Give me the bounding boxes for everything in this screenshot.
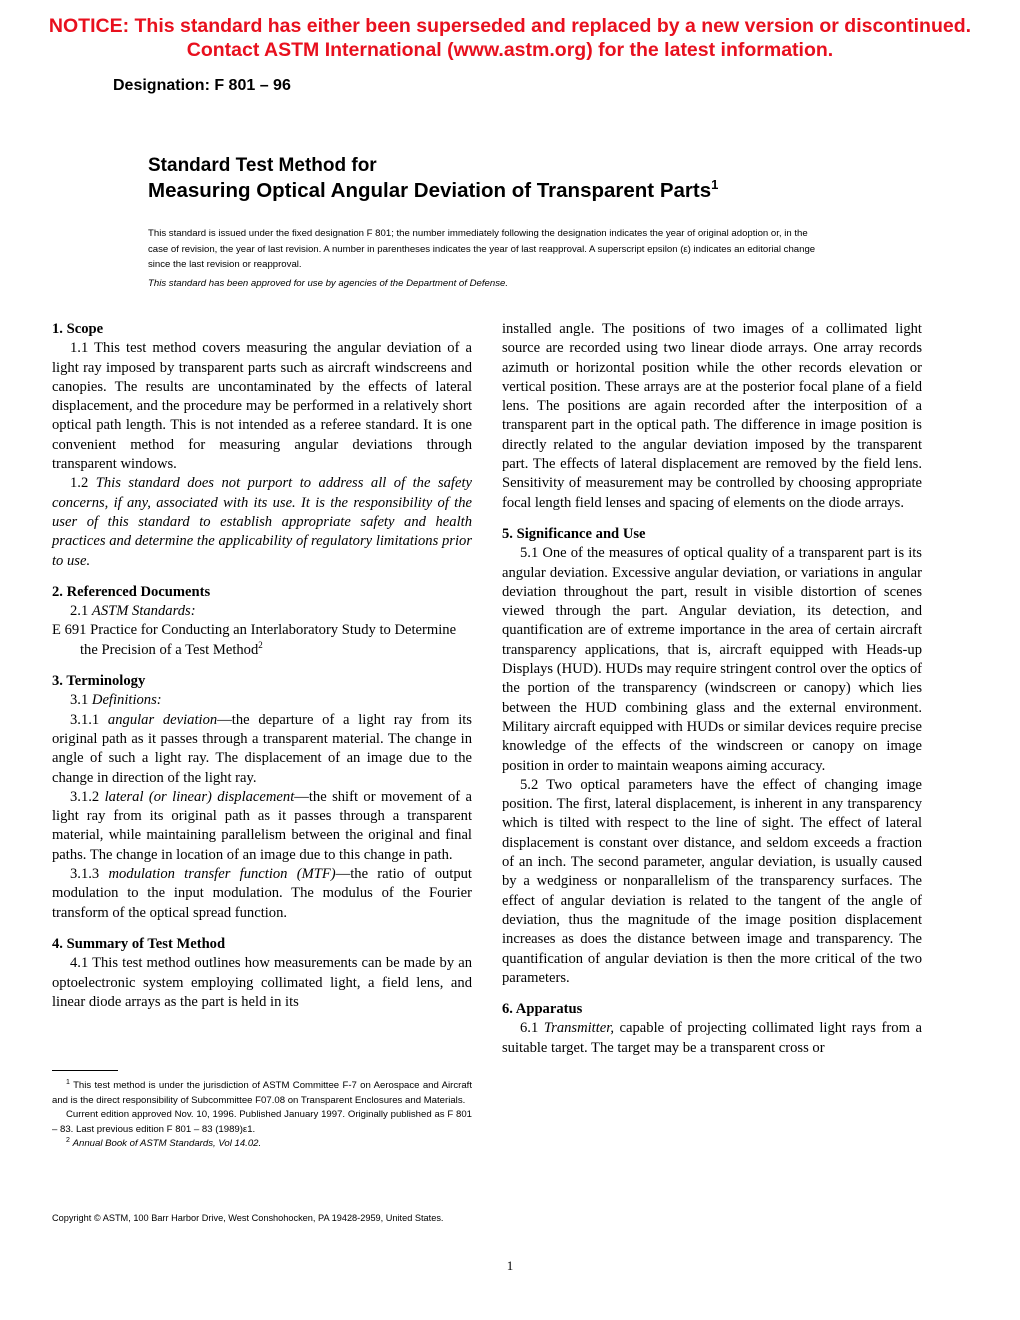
definition-2 bbox=[52, 788, 472, 865]
d3-term: modulation transfer function (MTF) bbox=[108, 866, 336, 883]
significance-heading: 5. Significance and Use bbox=[502, 525, 646, 542]
d1-num: 3.1.1 bbox=[70, 711, 100, 728]
right-column bbox=[502, 320, 922, 1058]
significance-p2: 5.2 Two optical parameters have the effect of changing image position. The first, lateral displacement, is inherent in any transparency which is tilted with respect to the line of sight. The effect of lateral displacement is constant over distance, and seldom exceeds a fraction of an inch. The second parameter, angular deviation, is usually caused by a wedginess or nonparallelism of the transparency surfaces. The effect of angular deviation is related to the tangent of the angle of deviation, thus the magnitude of the image position displacement increases as does the distance between image and transparency. The quantification of angular deviation is then the more critical of the two parameters. bbox=[502, 776, 922, 986]
referenced-e691 bbox=[52, 621, 472, 660]
footnotes bbox=[52, 1070, 472, 1152]
notice-line-2: Contact ASTM International (www.astm.org) for the latest information. bbox=[186, 39, 834, 61]
notice-line-1: NOTICE: This standard has either been superseded and replaced by a new version or discontinued. bbox=[48, 15, 972, 37]
footnote-2-text: Annual Book of ASTM Standards, Vol 14.02. bbox=[72, 1138, 262, 1149]
d2-term: lateral (or linear) displacement bbox=[104, 788, 295, 805]
d1-text: —the departure of a light ray from its original path as it passes through a transparent material. The change in angle of such a light ray. The displacement of an image due to the change in direction of the light ray. bbox=[52, 711, 472, 786]
footnote-1 bbox=[52, 1079, 472, 1108]
referenced-p1-text: ASTM Standards: bbox=[91, 603, 196, 620]
summary-p1-left: 4.1 This test method outlines how measurements can be made by an optoelectronic system employing collimated light, a field lens, and linear diode arrays as the part is held in its bbox=[52, 955, 472, 1010]
footnote-2-mark: 2 bbox=[66, 1136, 70, 1144]
notice-banner bbox=[0, 14, 1020, 62]
defs-text: Definitions: bbox=[91, 692, 162, 709]
title-line-1: Standard Test Method for bbox=[148, 155, 377, 176]
copyright: Copyright © ASTM, 100 Barr Harbor Drive, West Conshohocken, PA 19428-2959, United States. bbox=[52, 1213, 444, 1223]
summary-p1-right: installed angle. The positions of two images of a collimated light source are recorded using two linear diode arrays. One array records azimuth or horizontal position while the other records elevation or vertical position. These arrays are at the posterior focal plane of a field lens. The positions are again recorded after the interposition of a transparent part in the optical path. The difference in image position is directly related to the angular deviation imposed by the transparent part. The effects of lateral displacement are removed by the field lens. Sensitivity of measurement may be controlled by choosing appropriate focal length field lenses and spacing of elements on the diode arrays. bbox=[502, 321, 922, 511]
intro-block bbox=[148, 226, 828, 291]
e691-text: E 691 Practice for Conducting an Interlaboratory Study to Determine the Precision of a Test Method bbox=[52, 622, 457, 658]
footnote-2 bbox=[52, 1137, 472, 1152]
referenced-p1 bbox=[52, 602, 472, 621]
d2-num: 3.1.2 bbox=[70, 788, 100, 805]
apparatus-heading: 6. Apparatus bbox=[502, 1001, 583, 1018]
title-line-2 bbox=[148, 178, 718, 203]
e691-mark: 2 bbox=[258, 639, 263, 650]
footnote-rule bbox=[52, 1070, 118, 1071]
scope-heading: 1. Scope bbox=[52, 321, 104, 337]
footnote-1-text: This test method is under the jurisdiction of ASTM Committee F-7 on Aerospace and Aircraft and is the direct responsibility of Subcommittee F07.08 on Transparent Enclosures and Materials. bbox=[52, 1080, 472, 1106]
definition-1 bbox=[52, 711, 472, 788]
scope-p2 bbox=[52, 474, 472, 570]
defs-num: 3.1 bbox=[70, 692, 89, 709]
intro-approved: This standard has been approved for use by agencies of the Department of Defense. bbox=[148, 277, 508, 289]
definition-3 bbox=[52, 865, 472, 923]
referenced-heading: 2. Referenced Documents bbox=[52, 583, 211, 600]
apparatus-p1-term: Transmitter, bbox=[543, 1020, 614, 1037]
summary-heading: 4. Summary of Test Method bbox=[52, 935, 226, 952]
page-number: 1 bbox=[506, 1258, 514, 1273]
title-text: Measuring Optical Angular Deviation of Transparent Parts bbox=[148, 179, 712, 202]
apparatus-p1-num: 6.1 bbox=[520, 1020, 539, 1037]
intro-text: This standard is issued under the fixed designation F 801; the number immediately following the designation indicates the year of original adoption or, in the case of revision, the year of last revision. A number in parentheses indicates the year of last reapproval. A superscript epsilon (ε) indicates an editorial change since the last revision or reapproval. bbox=[148, 228, 816, 270]
referenced-p1-num: 2.1 bbox=[70, 603, 89, 620]
d1-term: angular deviation bbox=[107, 711, 218, 728]
apparatus-p1-text: capable of projecting collimated light rays from a suitable target. The target may be a transparent cross or bbox=[502, 1020, 922, 1056]
footnote-1-mark: 1 bbox=[66, 1078, 70, 1086]
d3-num: 3.1.3 bbox=[70, 866, 100, 883]
title-footnote-mark: 1 bbox=[711, 177, 719, 193]
footnote-1b: Current edition approved Nov. 10, 1996. Published January 1997. Originally published as F 801 – 83. Last previous edition F 801 – 83 (1989)ε1. bbox=[52, 1109, 472, 1135]
d2-text: —the shift or movement of a light ray from its original path as it passes through a transparent material, while maintaining parallelism between the original and final paths. The change in location of an image due to this change in path. bbox=[52, 788, 473, 863]
terminology-heading: 3. Terminology bbox=[52, 673, 146, 690]
apparatus-p1 bbox=[502, 1019, 922, 1058]
terminology-defs bbox=[52, 691, 472, 710]
d3-text: —the ratio of output modulation to the input modulation. The modulus of the Fourier transform of the optical spread function. bbox=[52, 866, 472, 921]
document-title bbox=[148, 153, 718, 203]
designation: Designation: F 801 – 96 bbox=[113, 77, 291, 94]
scope-p2-text: This standard does not purport to address all of the safety concerns, if any, associated with its use. It is the responsibility of the user of this standard to establish appropriate safety and health practices and determine the applicability of regulatory limitations prior to use. bbox=[52, 475, 472, 569]
scope-p1: 1.1 This test method covers measuring the angular deviation of a light ray imposed by transparent parts such as aircraft windscreens and canopies. The results are uncontaminated by the effects of lateral displacement, and the procedure may be performed in a relatively short optical path length. This is not intended as a referee standard. It is one convenient method for measuring angular deviations through transparent windows. bbox=[52, 340, 472, 473]
scope-p2-num: 1.2 bbox=[70, 475, 89, 492]
left-column bbox=[52, 320, 472, 1012]
significance-p1: 5.1 One of the measures of optical quality of a transparent part is its angular deviation. Excessive angular deviation, or variations in angular deviation throughout the part, result in visible distortion of scenes viewed through the part. Angular deviation, its detection, and quantification are of extreme importance in the area of certain aircraft transparency applications, that is, aircraft equipped with Heads-up Displays (HUD). HUDs may require stringent control over the optics of the portion of the transparency (windscreen or canopy) which lies between the HUD combining glass and the external environment. Military aircraft equipped with HUDs or similar devices require precise knowledge of the effects of the windscreen or canopy on image position in order to maintain weapons aiming accuracy. bbox=[502, 545, 922, 774]
